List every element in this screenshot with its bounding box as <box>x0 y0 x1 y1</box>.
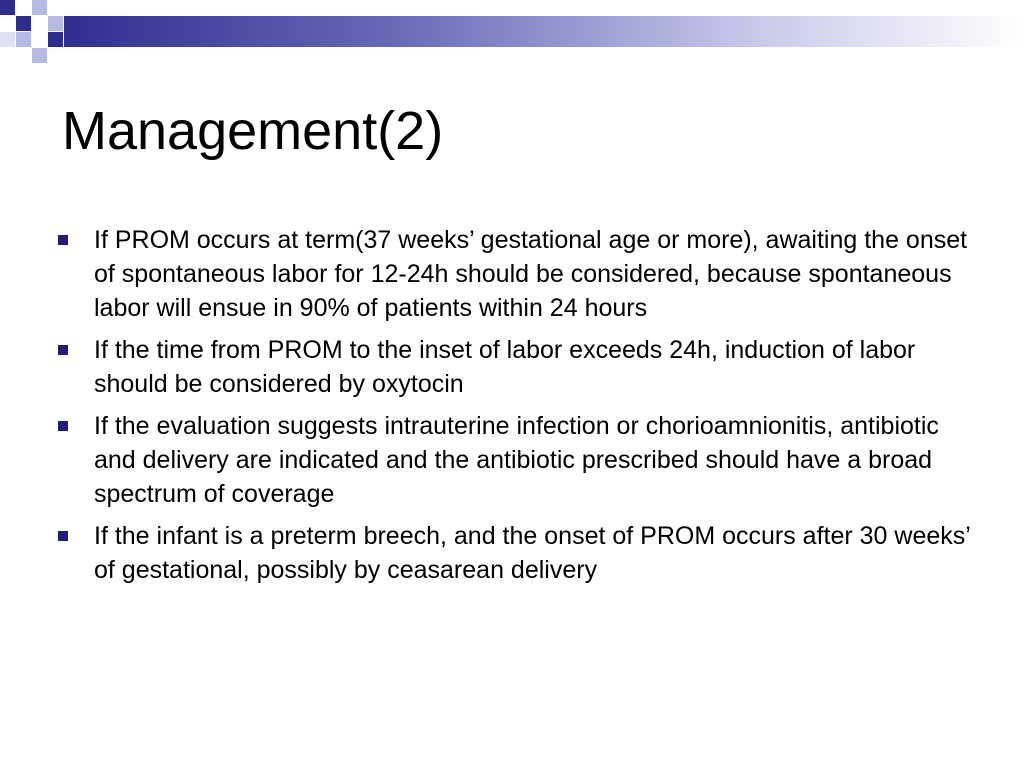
bullet-list <box>56 223 976 595</box>
decorative-square <box>48 16 63 31</box>
bullet-item <box>56 519 976 587</box>
decorative-square <box>0 0 15 15</box>
decorative-square <box>16 32 31 47</box>
decorative-square <box>0 32 15 47</box>
header-gradient-bar <box>64 16 1024 47</box>
square-bullet-icon <box>58 531 68 541</box>
square-bullet-icon <box>58 345 68 355</box>
decorative-square <box>32 48 47 63</box>
decorative-square <box>48 32 63 47</box>
bullet-text: If the evaluation suggests intrauterine infection or chorioamnionitis, antibiotic and delivery are indicated and the antibiotic prescribed should have a broad spectrum of coverage <box>94 412 939 508</box>
decorative-square <box>32 0 47 15</box>
bullet-item <box>56 223 976 325</box>
bullet-text: If the infant is a preterm breech, and the onset of PROM occurs after 30 weeks’ of gestational, possibly by ceasarean delivery <box>94 522 970 584</box>
bullet-item <box>56 333 976 401</box>
square-bullet-icon <box>58 235 68 245</box>
bullet-text: If PROM occurs at term(37 weeks’ gestational age or more), awaiting the onset of spontaneous labor for 12-24h should be considered, because spontaneous labor will ensue in 90% of patients within 24 hours <box>94 226 968 322</box>
square-bullet-icon <box>58 421 68 431</box>
slide-title: Management(2) <box>62 101 444 161</box>
decorative-square <box>16 16 31 31</box>
bullet-text: If the time from PROM to the inset of labor exceeds 24h, induction of labor should be considered by oxytocin <box>94 336 916 398</box>
bullet-item <box>56 409 976 511</box>
